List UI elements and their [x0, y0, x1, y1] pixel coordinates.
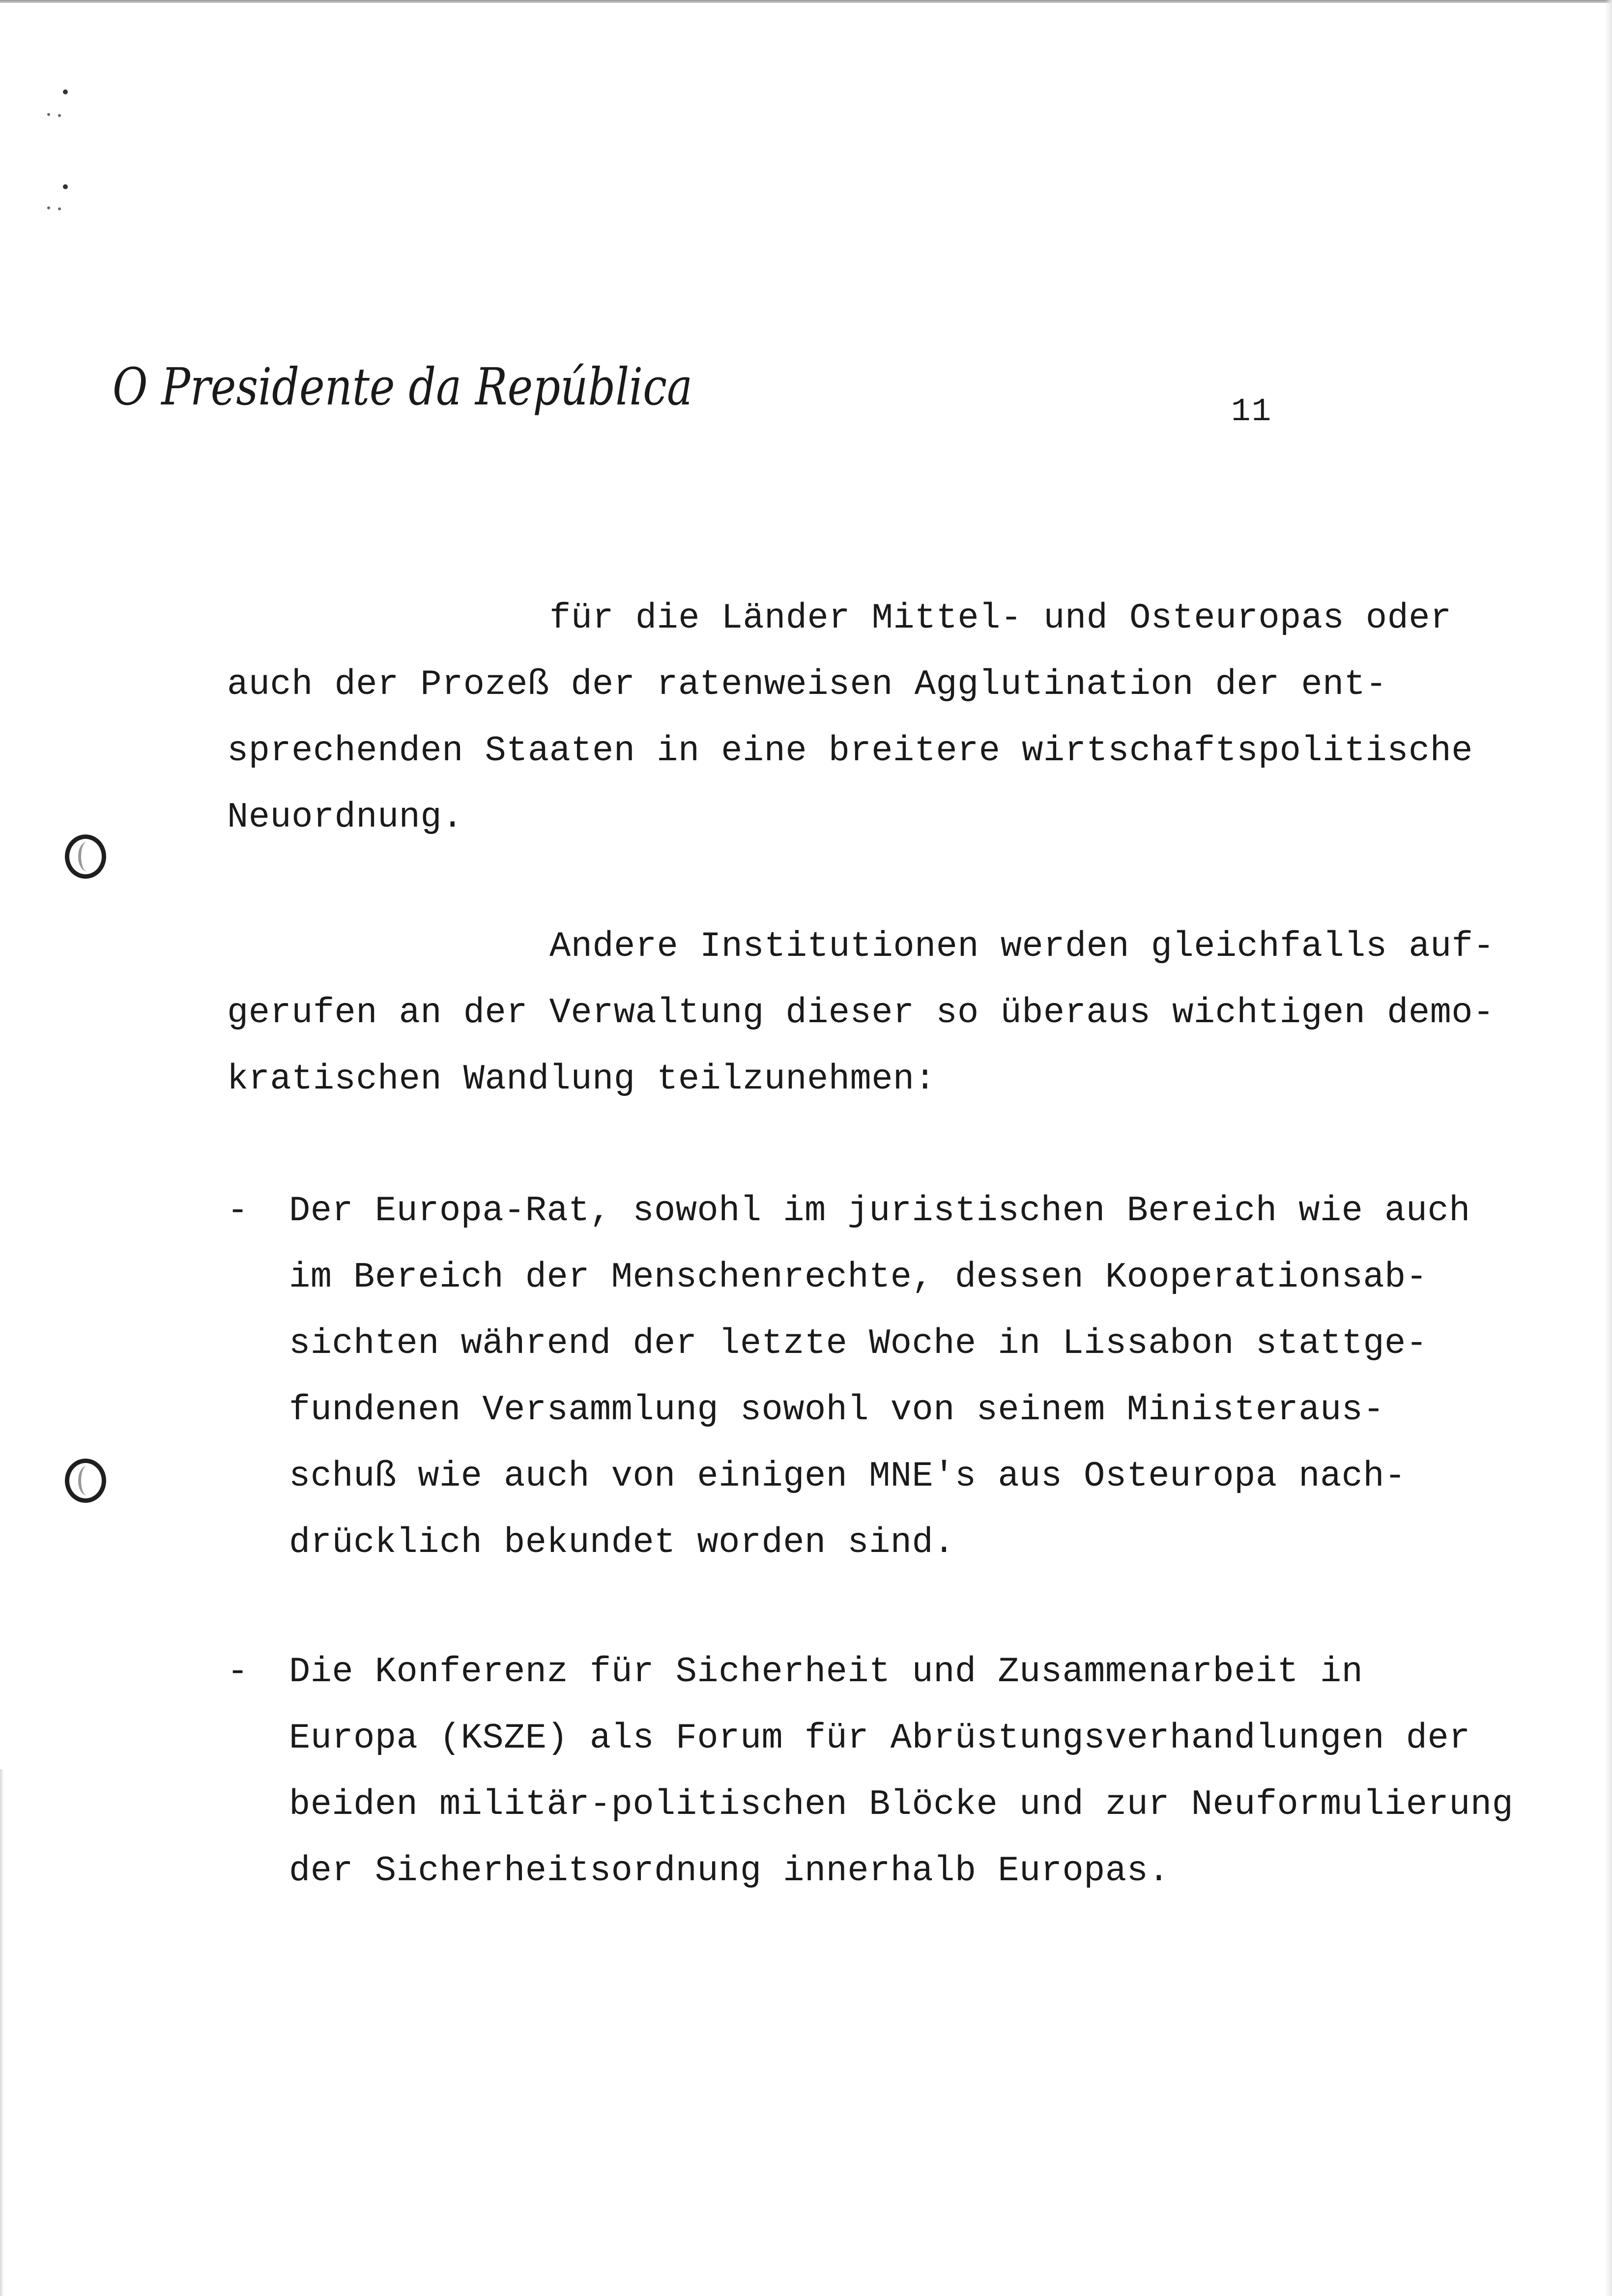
text-line: fundenen Versammlung sowohl von seinem Ministeraus- [289, 1390, 1385, 1430]
text-line: schuß wie auch von einigen MNE's aus Osteuropa nach- [289, 1456, 1406, 1496]
text-line: beiden militär-politischen Blöcke und zur Neuformulierung [289, 1784, 1514, 1825]
text-line: für die Länder Mittel- und Osteuropas oder [549, 598, 1452, 638]
bullet-dash: - [227, 1652, 249, 1692]
text-line: der Sicherheitsordnung innerhalb Europas. [289, 1851, 1170, 1891]
text-line: auch der Prozeß der ratenweisen Agglutination der ent- [227, 664, 1387, 705]
text-line: sichten während der letzte Woche in Lissabon stattge- [289, 1323, 1428, 1364]
text-line: Neuordnung. [227, 797, 463, 837]
left-page-edge [0, 1769, 4, 2296]
text-line: drücklich bekundet worden sind. [289, 1522, 955, 1563]
text-line: im Bereich der Menschenrechte, dessen Kooperationsab- [289, 1257, 1428, 1297]
text-line: Andere Institutionen werden gleichfalls auf- [549, 926, 1495, 967]
bullet-dash: - [227, 1191, 249, 1231]
right-page-edge [1605, 0, 1612, 2296]
svg-text:O Presidente da República: O Presidente da República [113, 357, 692, 417]
text-line: Der Europa-Rat, sowohl im juristischen Bereich wie auch [289, 1191, 1470, 1231]
page-number: 11 [1231, 393, 1272, 430]
text-line: Die Konferenz für Sicherheit und Zusammenarbeit in [289, 1652, 1363, 1692]
text-line: Europa (KSZE) als Forum für Abrüstungsverhandlungen der [289, 1718, 1470, 1758]
text-line: kratischen Wandlung teilzunehmen: [227, 1059, 936, 1099]
text-line: sprechenden Staaten in eine breitere wirtschaftspolitische [227, 731, 1473, 771]
text-line: gerufen an der Verwaltung dieser so überaus wichtigen demo- [227, 993, 1495, 1033]
